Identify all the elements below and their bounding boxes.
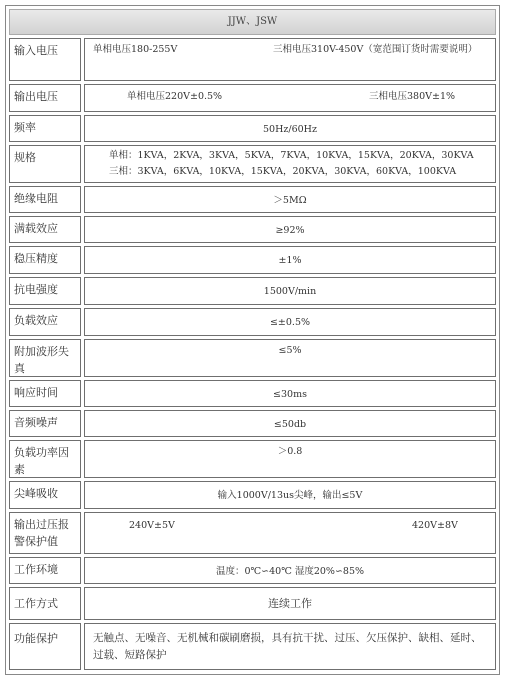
spec-table: [5, 5, 500, 675]
row-value: ＞0.8: [84, 440, 496, 478]
row-label: 负载功率因素: [9, 440, 81, 478]
table-row: [9, 410, 496, 437]
table-row: [9, 380, 496, 407]
row-value: ±1%: [84, 246, 496, 274]
row-value: [84, 38, 496, 81]
row-value: [84, 84, 496, 112]
row-label: 响应时间: [9, 380, 81, 407]
row-value: ≤30ms: [84, 380, 496, 407]
table-row: [9, 84, 496, 112]
spec-single-phase: 单相：1KVA，2KVA，3KVA，5KVA，7KVA，10KVA，15KVA，20KVA，30KVA: [109, 150, 474, 161]
spec-three-phase: 三相：3KVA，6KVA，10KVA，15KVA，20KVA，30KVA，60KVA，100KVA: [109, 166, 457, 177]
row-label: 输出过压报警保护值: [9, 512, 81, 554]
row-label: 附加波形失真: [9, 339, 81, 377]
row-label: 功能保护: [9, 623, 81, 670]
row-label: 频率: [9, 115, 81, 142]
row-label: 抗电强度: [9, 277, 81, 305]
table-row: [9, 557, 496, 584]
row-label: 音频噪声: [9, 410, 81, 437]
table-row: [9, 38, 496, 81]
row-label: 绝缘电阻: [9, 186, 81, 213]
row-label: 工作环境: [9, 557, 81, 584]
row-value: ＞5MΩ: [84, 186, 496, 213]
three-phase-protection: 420V±8V: [412, 520, 458, 531]
table-row: [9, 186, 496, 213]
table-row: [9, 308, 496, 336]
table-row: [9, 623, 496, 670]
row-value: ≤50db: [84, 410, 496, 437]
row-value: 温度：0℃∽40℃ 湿度20%∽85%: [84, 557, 496, 584]
row-value: [84, 145, 496, 183]
row-value: 50Hz/60Hz: [84, 115, 496, 142]
three-phase-output: 三相电压380V±1%: [369, 91, 456, 102]
row-label: 稳压精度: [9, 246, 81, 274]
row-label: 负载效应: [9, 308, 81, 336]
row-label: 尖峰吸收: [9, 481, 81, 509]
row-label: 输出电压: [9, 84, 81, 112]
row-value: 1500V/min: [84, 277, 496, 305]
row-label: 规格: [9, 145, 81, 183]
table-row: [9, 512, 496, 554]
table-title: JJW、JSW: [9, 9, 496, 35]
table-row: [9, 339, 496, 377]
single-phase-protection: 240V±5V: [129, 520, 175, 531]
table-row: [9, 115, 496, 142]
table-row: [9, 277, 496, 305]
row-value: ≥92%: [84, 216, 496, 243]
table-row: [9, 145, 496, 183]
row-value: 无触点、无噪音、无机械和碳刷磨损，具有抗干扰、过压、欠压保护、缺相、延时、过载、短路保护: [84, 623, 496, 670]
table-row: [9, 216, 496, 243]
row-value: ≤5%: [84, 339, 496, 377]
three-phase-input: 三相电压310V-450V（宽范围订货时需要说明）: [273, 44, 478, 55]
row-label: 输入电压: [9, 38, 81, 81]
table-row: [9, 481, 496, 509]
row-label: 满载效应: [9, 216, 81, 243]
row-label: 工作方式: [9, 587, 81, 620]
table-row: [9, 246, 496, 274]
table-row: [9, 587, 496, 620]
row-value: ≤±0.5%: [84, 308, 496, 336]
row-value: [84, 512, 496, 554]
row-value: 输入1000V/13us尖峰，输出≤5V: [84, 481, 496, 509]
table-row: [9, 440, 496, 478]
single-phase-output: 单相电压220V±0.5%: [127, 91, 223, 102]
row-value: 连续工作: [84, 587, 496, 620]
single-phase-input: 单相电压180-255V: [93, 44, 178, 55]
